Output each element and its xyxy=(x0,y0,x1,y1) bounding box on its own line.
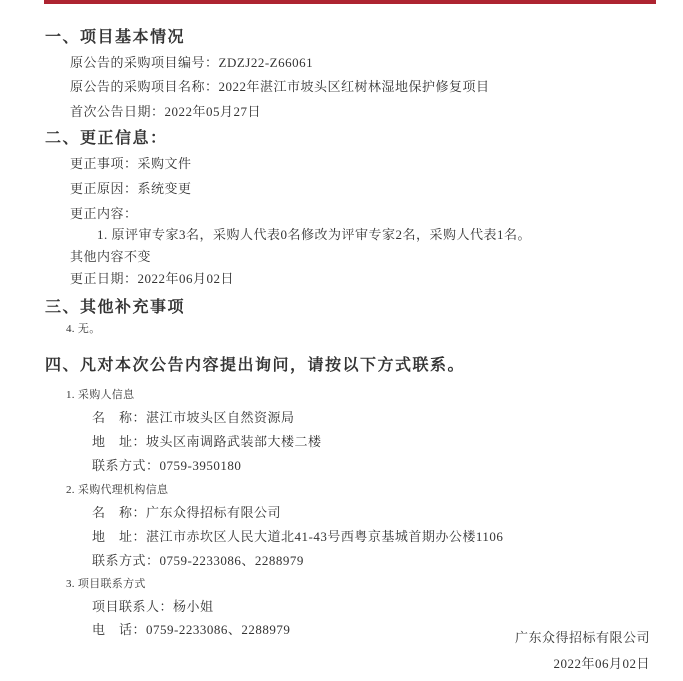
correction-item: 更正事项：采购文件 xyxy=(70,156,192,171)
correction-content-label: 更正内容： xyxy=(70,206,138,221)
buyer-name: 名 称：湛江市坡头区自然资源局 xyxy=(92,410,295,425)
buyer-info-label: 1. 采购人信息 xyxy=(66,389,135,401)
first-announcement-date: 首次公告日期：2022年05月27日 xyxy=(70,104,262,119)
section-1-heading: 一、项目基本情况 xyxy=(45,29,186,46)
project-contact-phone: 电 话：0759-2233086、2288979 xyxy=(92,622,291,637)
agency-name: 名 称：广东众得招标有限公司 xyxy=(92,505,282,520)
buyer-contact: 联系方式：0759-3950180 xyxy=(92,458,242,473)
footer-date: 2022年06月02日 xyxy=(553,656,650,671)
section-4-heading: 四、凡对本次公告内容提出询问，请按以下方式联系。 xyxy=(45,357,466,374)
section-3-heading: 三、其他补充事项 xyxy=(45,299,186,316)
agency-address: 地 址：湛江市赤坎区人民大道北41-43号西粤京基城首期办公楼1106 xyxy=(92,529,504,544)
section-2-heading: 二、更正信息： xyxy=(45,130,168,147)
correction-content-detail: 1. 原评审专家3名，采购人代表0名修改为评审专家2名，采购人代表1名。 xyxy=(97,227,532,242)
original-project-number: 原公告的采购项目编号：ZDZJ22-Z66061 xyxy=(70,55,314,70)
other-content-unchanged: 其他内容不变 xyxy=(70,249,152,264)
agency-info-label: 2. 采购代理机构信息 xyxy=(66,484,169,496)
correction-date: 更正日期：2022年06月02日 xyxy=(70,271,235,286)
project-contact-person: 项目联系人：杨小姐 xyxy=(92,599,214,614)
agency-contact: 联系方式：0759-2233086、2288979 xyxy=(92,553,304,568)
top-red-rule xyxy=(44,0,656,4)
project-contact-label: 3. 项目联系方式 xyxy=(66,578,146,590)
supplementary-note: 4. 无。 xyxy=(66,323,101,335)
footer-company: 广东众得招标有限公司 xyxy=(514,630,650,645)
correction-reason: 更正原因：系统变更 xyxy=(70,181,192,196)
original-project-name: 原公告的采购项目名称：2022年湛江市坡头区红树林湿地保护修复项目 xyxy=(70,79,490,94)
buyer-address: 地 址：坡头区南调路武装部大楼二楼 xyxy=(92,434,322,449)
